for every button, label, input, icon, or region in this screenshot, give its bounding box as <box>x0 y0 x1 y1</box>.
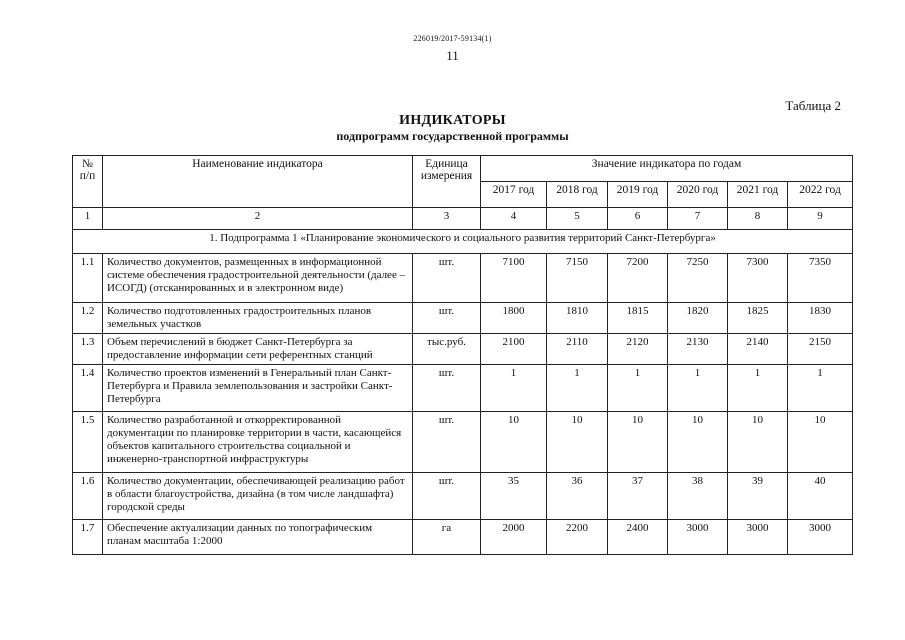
column-number: 5 <box>547 208 608 230</box>
indicator-value: 2100 <box>481 334 547 365</box>
indicator-value: 10 <box>788 412 853 473</box>
indicator-value: 7300 <box>728 254 788 303</box>
column-number: 1 <box>73 208 103 230</box>
indicator-value: 1815 <box>608 303 668 334</box>
indicator-name: Объем перечислений в бюджет Санкт-Петербурга за предоставление информации сети референтных станций <box>103 334 413 365</box>
section-header: 1. Подпрограмма 1 «Планирование экономического и социального развития территорий Санкт-Петербурга» <box>73 230 853 254</box>
indicator-unit: тыс.руб. <box>413 334 481 365</box>
indicator-value: 37 <box>608 473 668 520</box>
indicator-value: 1 <box>481 365 547 412</box>
indicator-value: 40 <box>788 473 853 520</box>
column-number: 4 <box>481 208 547 230</box>
column-number: 8 <box>728 208 788 230</box>
indicator-value: 10 <box>728 412 788 473</box>
indicator-value: 1 <box>668 365 728 412</box>
indicator-value: 1 <box>788 365 853 412</box>
column-number: 2 <box>103 208 413 230</box>
header-year: 2018 год <box>547 182 608 208</box>
indicator-unit: га <box>413 520 481 555</box>
indicator-value: 1 <box>547 365 608 412</box>
row-number: 1.2 <box>73 303 103 334</box>
row-number: 1.4 <box>73 365 103 412</box>
header-year: 2017 год <box>481 182 547 208</box>
indicator-unit: шт. <box>413 303 481 334</box>
indicator-name: Обеспечение актуализации данных по топографическим планам масштаба 1:2000 <box>103 520 413 555</box>
indicator-value: 2400 <box>608 520 668 555</box>
indicator-unit: шт. <box>413 473 481 520</box>
indicator-value: 7150 <box>547 254 608 303</box>
table-row <box>73 412 853 473</box>
page-number: 11 <box>446 48 459 63</box>
indicator-unit: шт. <box>413 365 481 412</box>
indicator-value: 7250 <box>668 254 728 303</box>
header-year: 2022 год <box>788 182 853 208</box>
indicator-value: 1825 <box>728 303 788 334</box>
document-id: 226019/2017-59134(1) <box>413 34 492 43</box>
header-year: 2020 год <box>668 182 728 208</box>
indicator-name: Количество подготовленных градостроительных планов земельных участков <box>103 303 413 334</box>
indicator-name: Количество документации, обеспечивающей реализацию работ в области благоустройства, дизайна (в том числе ландшафта) городской среды <box>103 473 413 520</box>
indicator-value: 3000 <box>788 520 853 555</box>
indicator-value: 38 <box>668 473 728 520</box>
indicator-value: 2000 <box>481 520 547 555</box>
table-row <box>73 473 853 520</box>
indicator-value: 10 <box>547 412 608 473</box>
indicator-value: 3000 <box>728 520 788 555</box>
indicator-unit: шт. <box>413 254 481 303</box>
header-unit: Единица измерения <box>413 156 481 208</box>
page-title: ИНДИКАТОРЫ <box>399 113 506 128</box>
indicator-value: 1820 <box>668 303 728 334</box>
table-label: Таблица 2 <box>785 98 841 113</box>
indicator-value: 10 <box>481 412 547 473</box>
indicator-unit: шт. <box>413 412 481 473</box>
indicator-value: 1 <box>728 365 788 412</box>
indicator-value: 2110 <box>547 334 608 365</box>
indicator-value: 1830 <box>788 303 853 334</box>
indicator-value: 2120 <box>608 334 668 365</box>
header-values-by-year: Значение индикатора по годам <box>481 156 853 182</box>
table-row <box>73 254 853 303</box>
header-indicator-name: Наименование индикатора <box>103 156 413 208</box>
indicator-value: 7200 <box>608 254 668 303</box>
column-number: 6 <box>608 208 668 230</box>
row-number: 1.1 <box>73 254 103 303</box>
indicator-value: 3000 <box>668 520 728 555</box>
indicator-value: 2200 <box>547 520 608 555</box>
indicators-table <box>72 155 853 555</box>
indicator-value: 7100 <box>481 254 547 303</box>
indicator-value: 1 <box>608 365 668 412</box>
header-year: 2021 год <box>728 182 788 208</box>
header-number: № п/п <box>73 156 103 208</box>
indicator-value: 2150 <box>788 334 853 365</box>
row-number: 1.5 <box>73 412 103 473</box>
indicator-value: 2130 <box>668 334 728 365</box>
header-year: 2019 год <box>608 182 668 208</box>
table-row <box>73 365 853 412</box>
column-number: 9 <box>788 208 853 230</box>
indicator-value: 35 <box>481 473 547 520</box>
indicator-name: Количество документов, размещенных в информационной системе обеспечения градостроительной деятельности (далее – ИСОГД) (отсканированных и в электронном виде) <box>103 254 413 303</box>
row-number: 1.6 <box>73 473 103 520</box>
indicator-name: Количество разработанной и откорректированной документации по планировке территории в части, касающейся объектов капитального строительства социальной и инженерно-транспортной инфраструктуры <box>103 412 413 473</box>
indicator-value: 39 <box>728 473 788 520</box>
table-row <box>73 520 853 555</box>
indicator-value: 1810 <box>547 303 608 334</box>
indicator-name: Количество проектов изменений в Генеральный план Санкт-Петербурга и Правила землепользования и застройки Санкт-Петербурга <box>103 365 413 412</box>
indicator-value: 10 <box>668 412 728 473</box>
table-row <box>73 303 853 334</box>
row-number: 1.7 <box>73 520 103 555</box>
column-number: 7 <box>668 208 728 230</box>
page-subtitle: подпрограмм государственной программы <box>336 129 569 143</box>
indicator-value: 7350 <box>788 254 853 303</box>
indicator-value: 1800 <box>481 303 547 334</box>
table-row <box>73 334 853 365</box>
row-number: 1.3 <box>73 334 103 365</box>
column-number: 3 <box>413 208 481 230</box>
indicator-value: 36 <box>547 473 608 520</box>
indicator-value: 2140 <box>728 334 788 365</box>
indicator-value: 10 <box>608 412 668 473</box>
